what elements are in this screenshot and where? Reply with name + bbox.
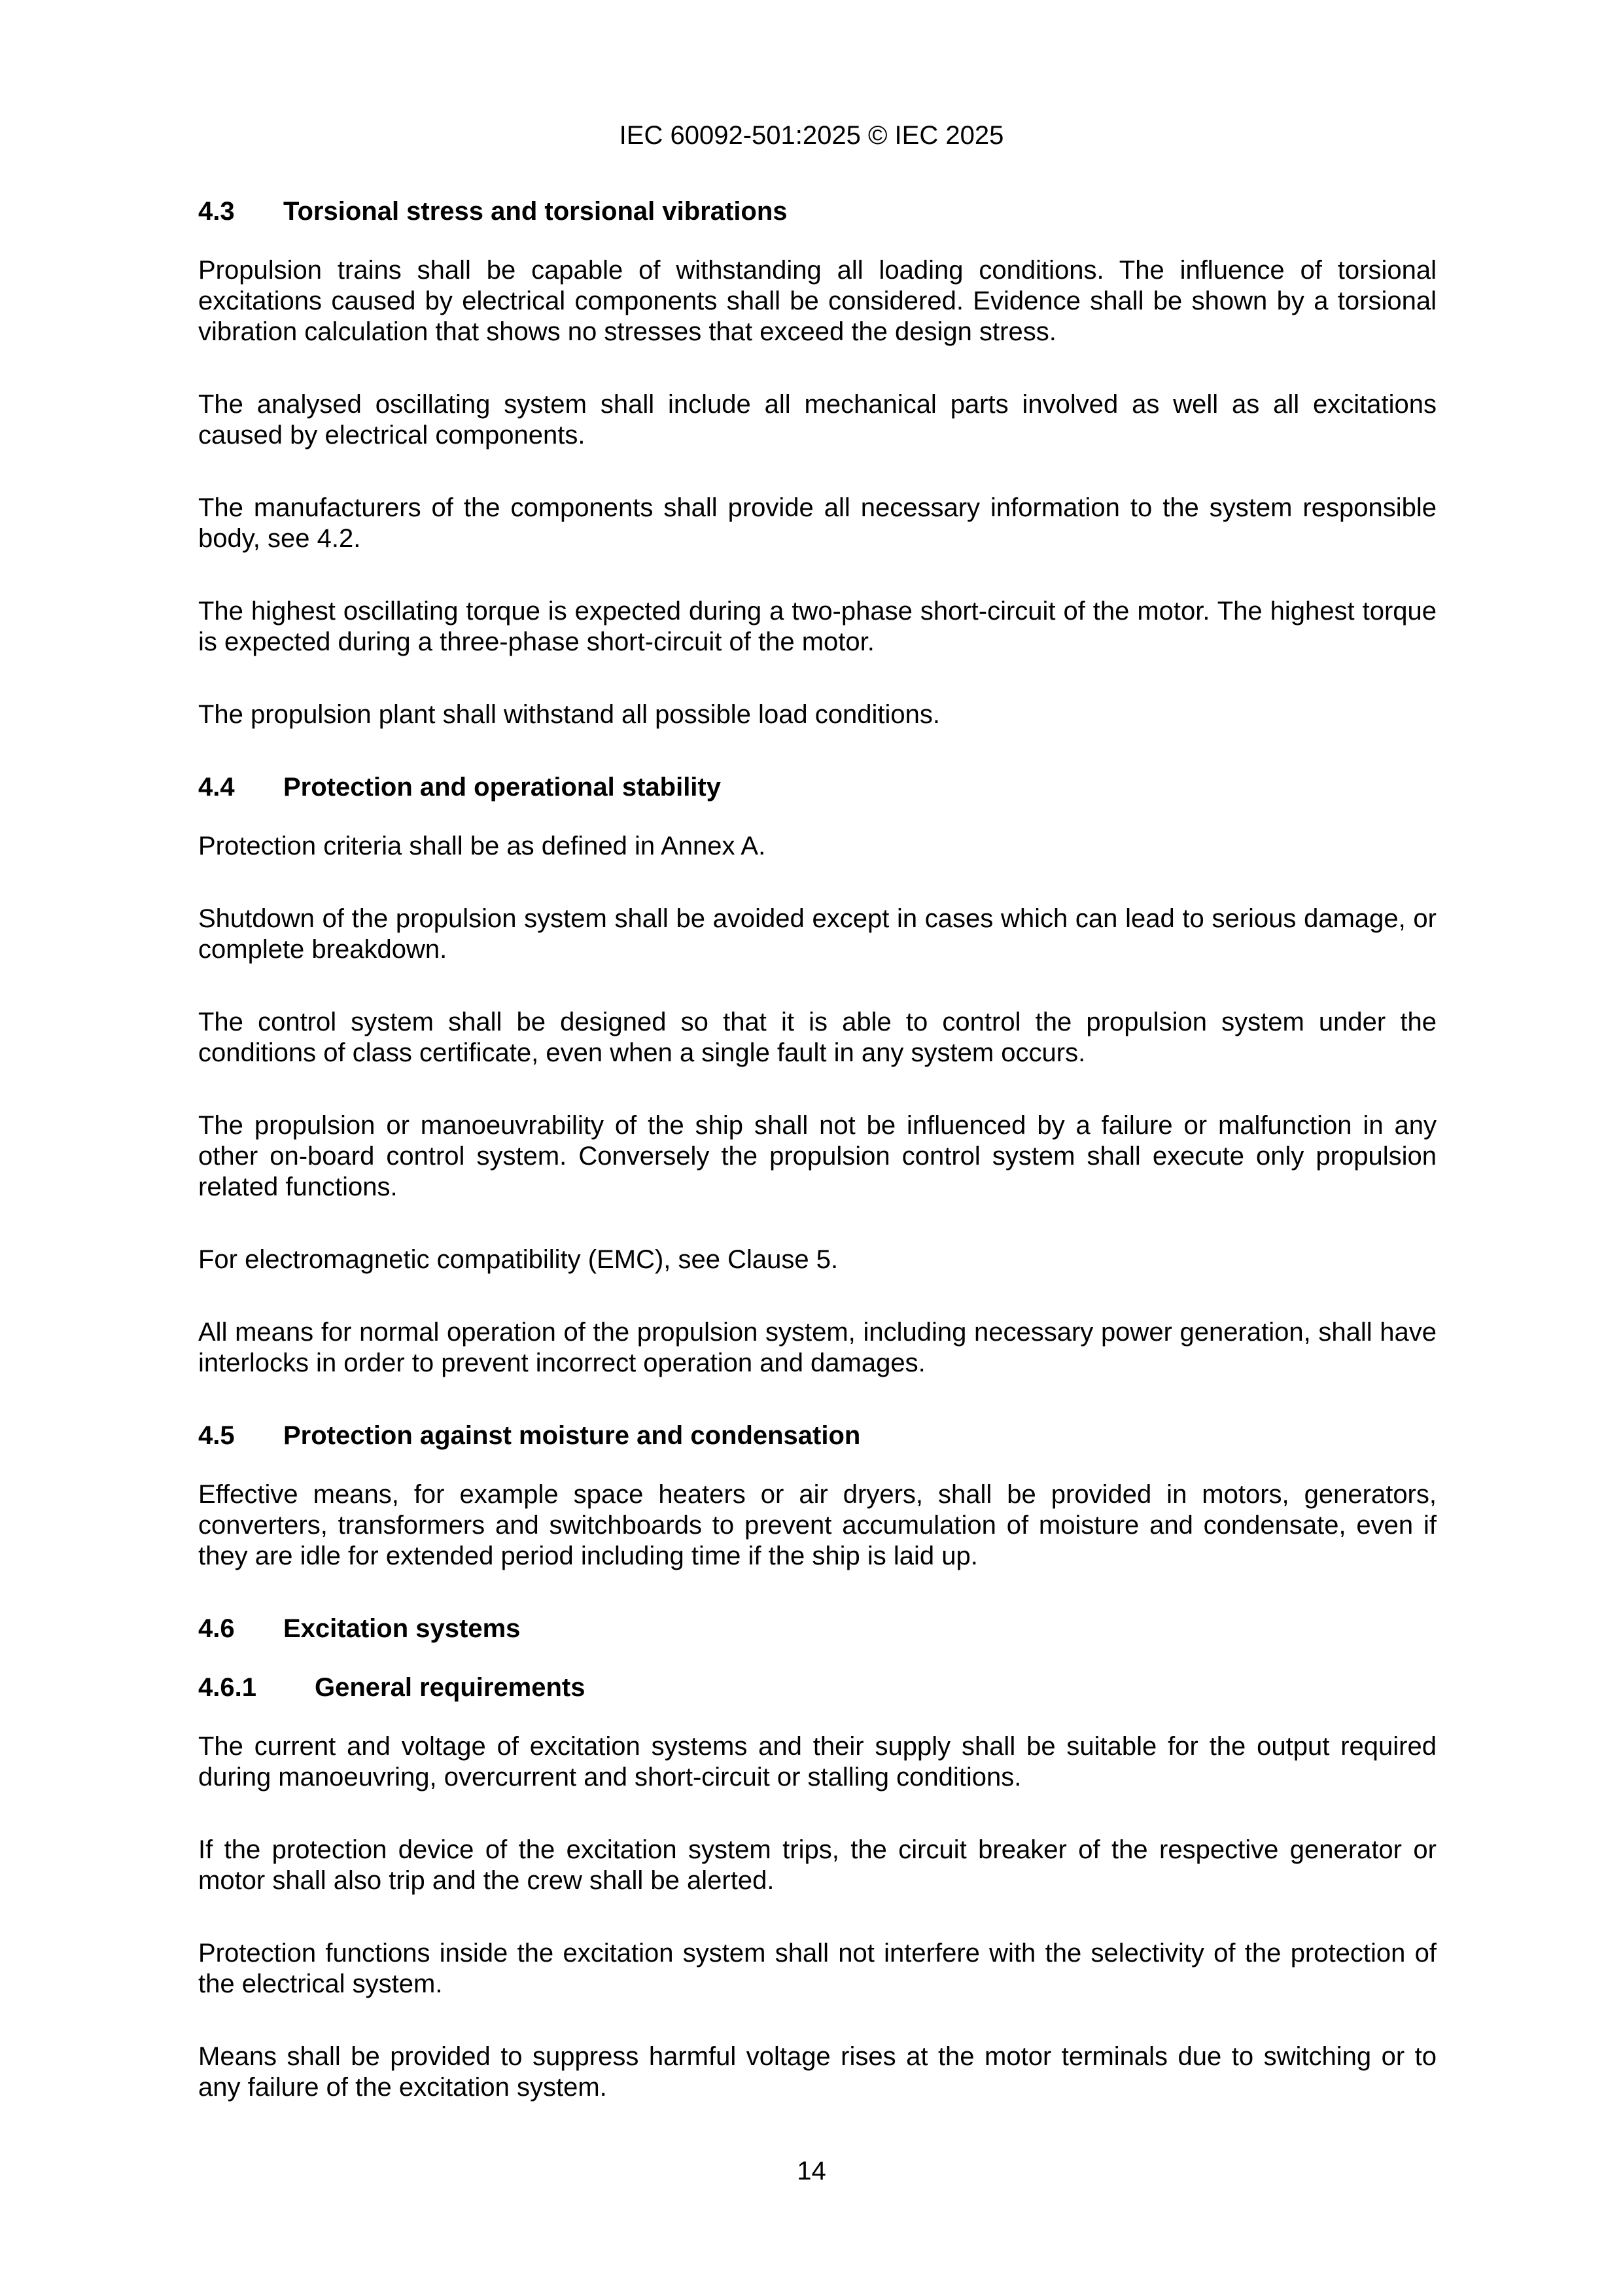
page-header: IEC 60092-501:2025 © IEC 2025: [619, 121, 1004, 150]
paragraph: Means shall be provided to suppress harmful voltage rises at the motor terminals due to switching or to any failure of the excitation system.: [198, 2042, 1437, 2102]
section-number: 4.3: [198, 197, 235, 226]
paragraph: Effective means, for example space heaters or air dryers, shall be provided in motors, generators, converters, transformers and switchboards to prevent accumulation of moisture and condensate, even if they are idle for extended period including time if the ship is laid up.: [198, 1480, 1437, 1570]
paragraph: The analysed oscillating system shall include all mechanical parts involved as well as all excitations caused by electrical components.: [198, 390, 1437, 450]
section-number: 4.6.1: [198, 1673, 256, 1702]
section-number: 4.4: [198, 773, 235, 802]
paragraph: The propulsion plant shall withstand all possible load conditions.: [198, 700, 941, 729]
paragraph: The highest oscillating torque is expected during a two-phase short-circuit of the motor. The highest torque is expected during a three-phase short-circuit of the motor.: [198, 597, 1437, 656]
section-title: Excitation systems: [283, 1614, 521, 1643]
section-number: 4.5: [198, 1421, 235, 1450]
section-number: 4.6: [198, 1614, 235, 1643]
paragraph: Shutdown of the propulsion system shall be avoided except in cases which can lead to serious damage, or complete breakdown.: [198, 904, 1437, 964]
page-number: 14: [797, 2157, 826, 2185]
document-body: [198, 196, 1437, 2103]
paragraph: The propulsion or manoeuvrability of the ship shall not be influenced by a failure or malfunction in any other on-board control system. Conversely the propulsion control system shall execute only propulsion related functions.: [198, 1111, 1437, 1201]
paragraph: The current and voltage of excitation systems and their supply shall be suitable for the output required during manoeuvring, overcurrent and short-circuit or stalling conditions.: [198, 1732, 1437, 1792]
paragraph: Protection criteria shall be as defined in Annex A.: [198, 832, 766, 860]
section-heading-4-6: [198, 1614, 1437, 1644]
section-title: Torsional stress and torsional vibrations: [283, 197, 788, 226]
section-title: General requirements: [315, 1673, 585, 1702]
paragraph: The manufacturers of the components shall provide all necessary information to the system responsible body, see 4.2.: [198, 493, 1437, 553]
paragraph: Propulsion trains shall be capable of withstanding all loading conditions. The influence of torsional excitations caused by electrical components shall be considered. Evidence shall be shown by a torsional vibration calculation that shows no stresses that exceed the design stress.: [198, 256, 1437, 346]
section-heading-4-4: [198, 772, 1437, 802]
section-title: Protection against moisture and condensation: [283, 1421, 861, 1450]
section-title: Protection and operational stability: [283, 773, 721, 802]
paragraph: The control system shall be designed so that it is able to control the propulsion system under the conditions of class certificate, even when a single fault in any system occurs.: [198, 1008, 1437, 1067]
paragraph: All means for normal operation of the propulsion system, including necessary power generation, shall have interlocks in order to prevent incorrect operation and damages.: [198, 1318, 1437, 1377]
paragraph: Protection functions inside the excitation system shall not interfere with the selectivity of the protection of the electrical system.: [198, 1939, 1437, 1998]
section-heading-4-5: [198, 1421, 1437, 1451]
section-heading-4-6-1: [198, 1672, 1437, 1703]
section-heading-4-3: [198, 196, 1437, 226]
paragraph: If the protection device of the excitation system trips, the circuit breaker of the respective generator or motor shall also trip and the crew shall be alerted.: [198, 1835, 1437, 1895]
paragraph: For electromagnetic compatibility (EMC), see Clause 5.: [198, 1245, 839, 1274]
